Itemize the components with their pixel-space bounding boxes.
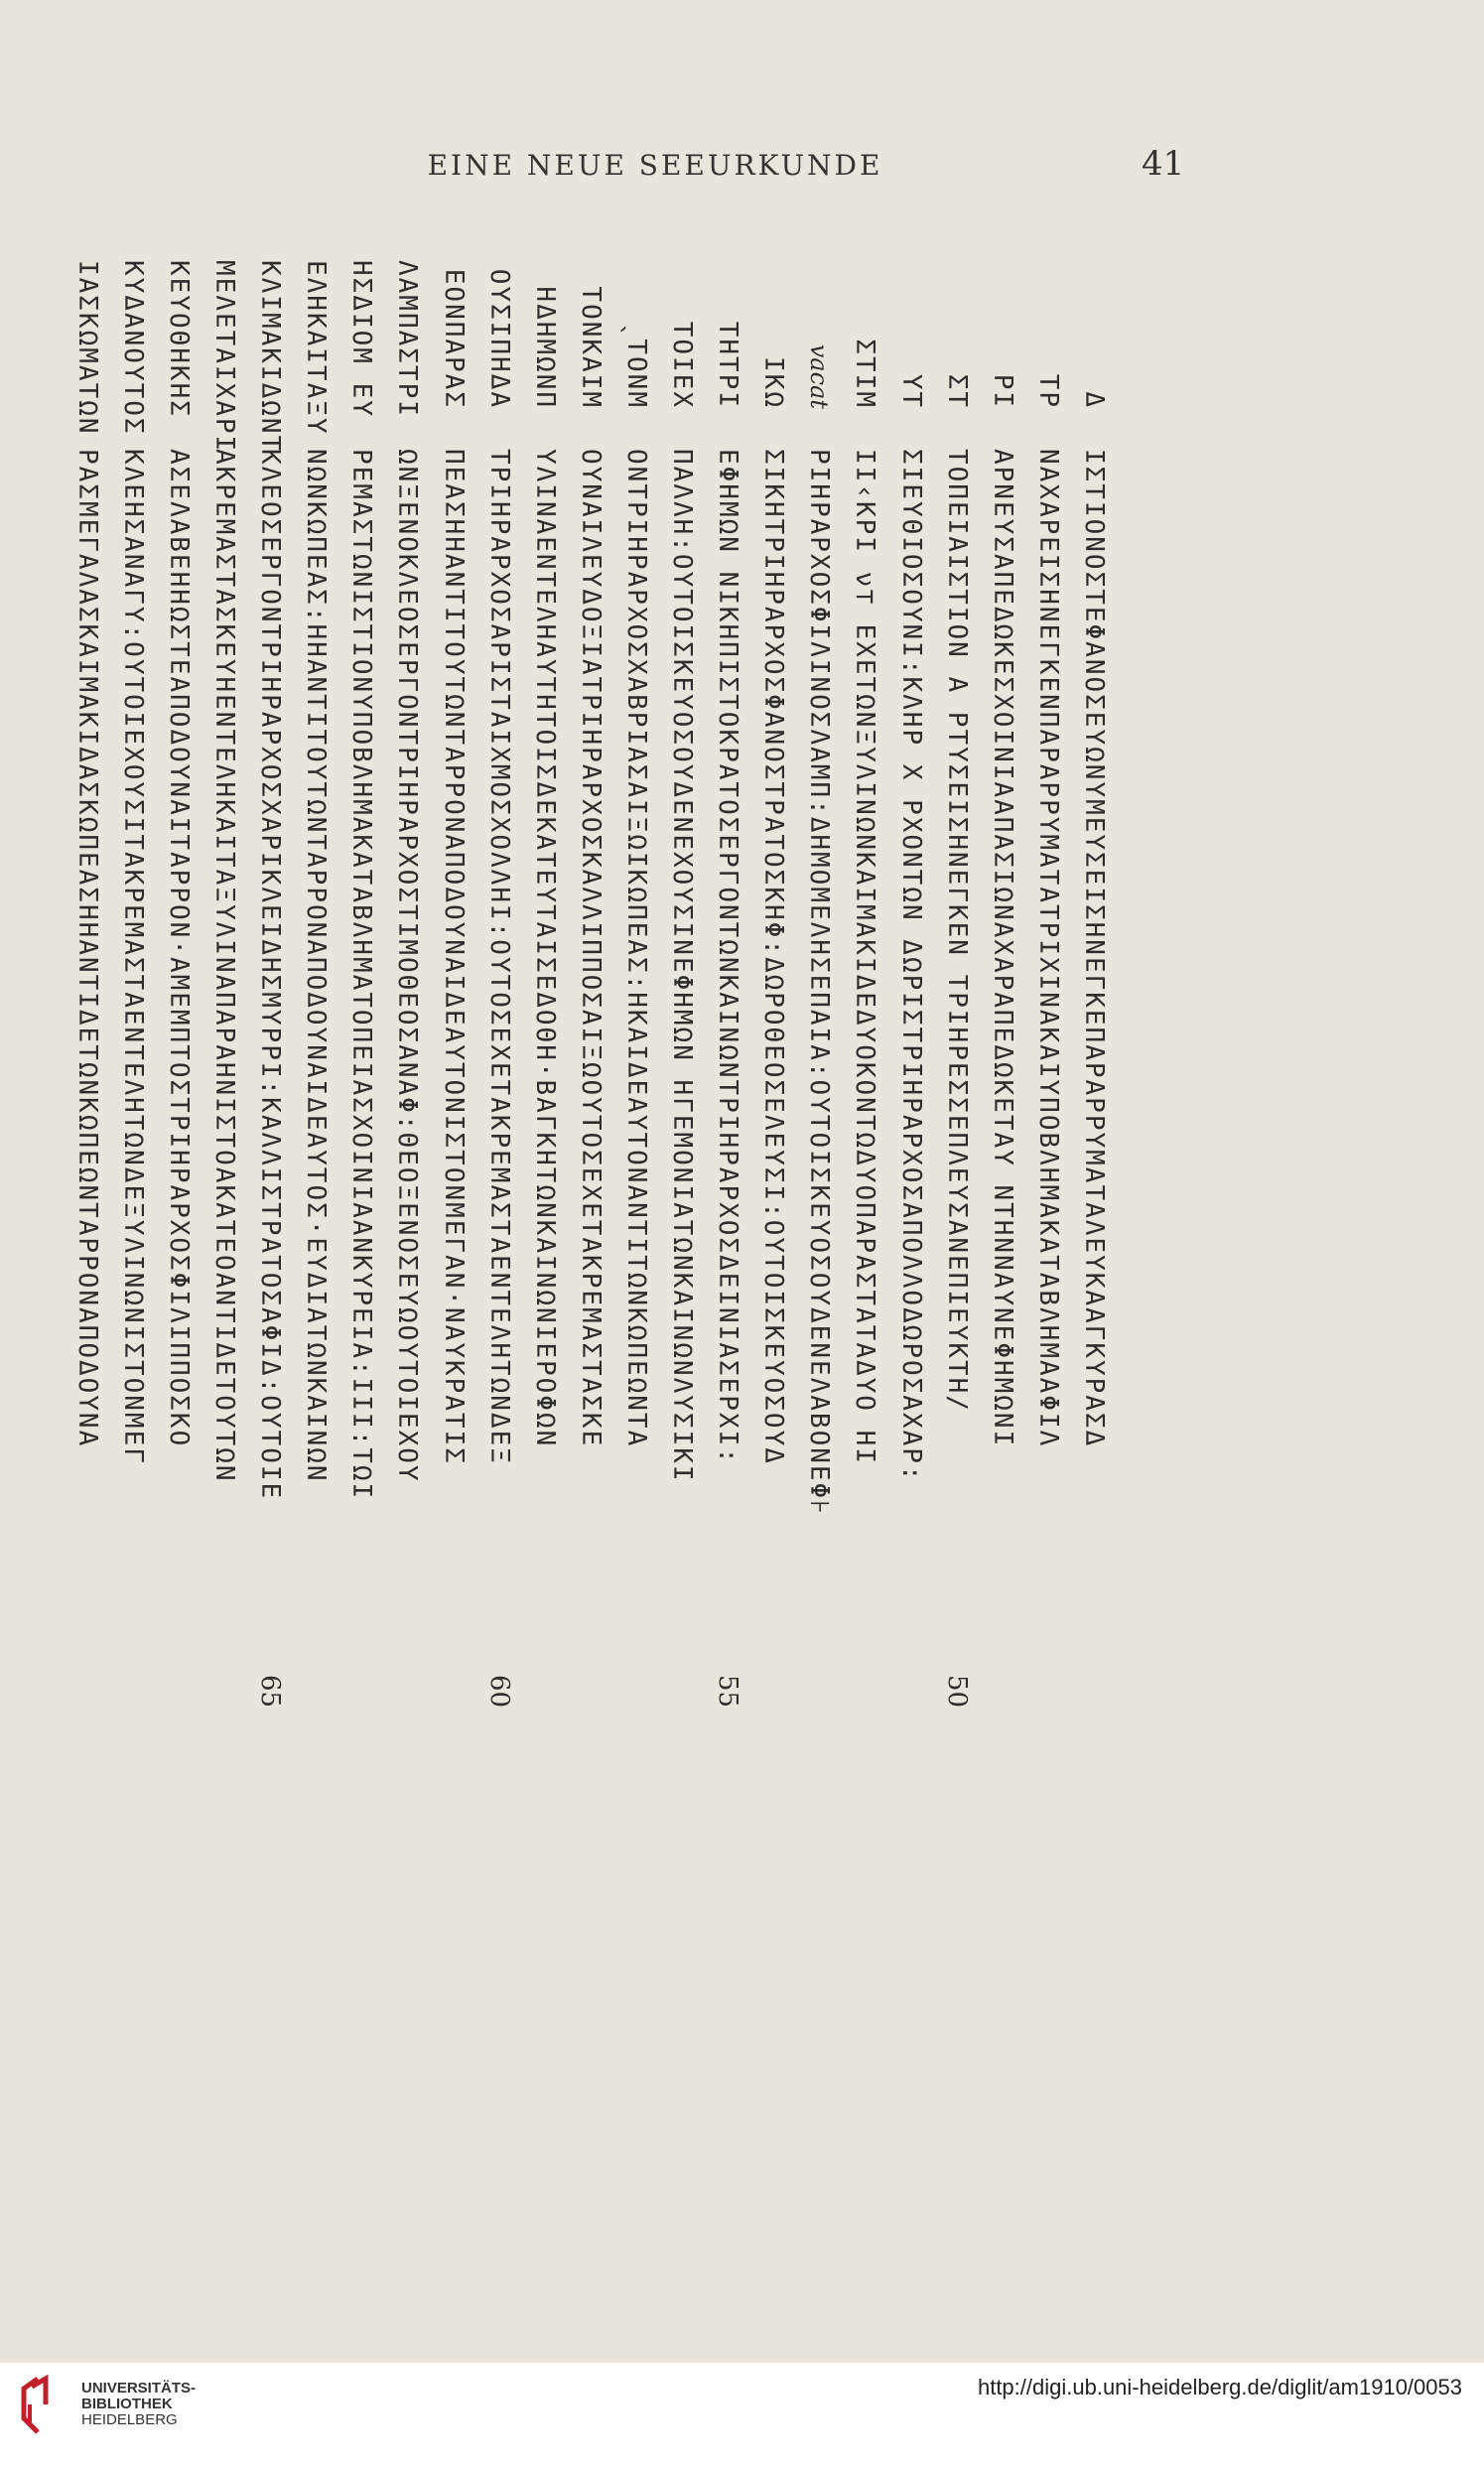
line-fragment-left: ΥΤ [895, 373, 926, 409]
line-number-right: 50 [941, 1675, 972, 1709]
inscription-line [385, 260, 431, 1829]
line-fragment-left: ΤΟΙΕΧ [667, 321, 698, 409]
line-text: ΥΛΙΝΑΕΝΤΕΛΗΑΥΤΗΤΟΙΣΔΕΚΑΤΕΥΤΑΙΣΕΔΟΘΗ·ΒΑΓΚΗΤΩΝΚΑΙΝΩΝΙΕΡΟΦΩΝ [529, 449, 560, 1448]
line-text: ΑΣΕΛΑΒΕΗΗΩΣΤΕΑΠΟΔΟΥΝΑΙΤΑΡΡΟΝ·ΑΜΕΜΠΤΟΣΤΡΙΗΡΑΡΧΟΣΦΙΛΙΠΠΟΣΚΟ [164, 449, 194, 1448]
line-fragment-left: ΟΥΣΙΠΗΔΑ [483, 268, 514, 409]
library-name-line3: HEIDELBERG [81, 2411, 178, 2428]
inscription-line [1071, 260, 1117, 1829]
line-fragment-left: ΗΣΔΙΟΜ ΕΥ [346, 260, 377, 418]
line-number-right: 60 [483, 1675, 514, 1709]
inscription-line [659, 260, 705, 1829]
page-title: EINE NEUE SEEURKUNDE [427, 149, 883, 182]
line-text: ΣΙΕΥΘΙΟΣΟΥΝΙ:ΚΛΗΡ Χ ΡΧΟΝΤΩΝ ΔΩΡΙΣΤΡΙΗΡΑΡΧΟΣΑΠΟΛΛΟΔΩΡΟΣΑΧΑΡ: [895, 449, 926, 1483]
inscription-line [247, 260, 293, 1829]
inscription-line [613, 260, 659, 1829]
inscription-line [156, 260, 202, 1829]
line-fragment-left: ΗΔΗΜΩΝΠ [529, 286, 560, 409]
line-fragment-left: ΚΛΙΜΑΚΙΔΩΝΤ [255, 260, 286, 454]
line-text: ΙΣΤΙΟΝΟΣΤΕΦΑΝΟΣΕΥΩΝΥΜΕΥΣΕΙΣΗΝΕΓΚΕΠΑΡΑΡΡΥΜΑΤΑΛΕΥΚΑΑΓΚΥΡΑΣΔ [1079, 449, 1109, 1448]
line-text: ΙΙ‹ΚΡΙ ν⊤ ΕΧΕΤΩΝΞΥΛΙΝΩΝΚΑΙΜΑΚΙΔΕΔΥΟΚΟΝΤΩΔΥΟΠΑΡΑΣΤΑΤΑΔΥΟ ΗΙ [850, 449, 880, 1465]
inscription-line [705, 260, 750, 1829]
line-text: ΡΑΣΜΕΓΑΛΑΣΚΑΙΜΑΚΙΔΑΣΚΩΠΕΑΣΗΗΑΝΤΙΔΕΤΩΝΚΩΠΕΩΝΤΑΡΡΟΝΑΠΟΔΟΥΝΑ [71, 449, 102, 1448]
inscription-lines [10, 260, 1117, 1829]
line-fragment-left: ΤΡ [1032, 373, 1063, 409]
line-text: ΤΡΙΗΡΑΡΧΟΣΑΡΙΣΤΑΙΧΜΟΣΧΟΛΛΗΙ:ΟΥΤΟΣΕΧΕΤΑΚΡΕΜΑΣΤΑΕΝΤΕΛΗΤΩΝΔΕΞ [483, 449, 514, 1465]
line-fragment-left: ΤΟΝΚΑΙΜ [575, 286, 606, 409]
line-fragment-left: ΜΕΛΕΤΑΙΧΑΡΙ [209, 260, 240, 454]
line-text: ΩΝΞΕΝΟΚΛΕΟΣΕΡΓΟΝΤΡΙΗΡΑΡΧΟΣΤΙΜΟΘΕΟΣΑΝΑΦ:ΘΕΟΞΕΝΟΣΕΥΩΟΥΤΟΙΕΧΟΥ [392, 449, 423, 1483]
inscription-line [796, 260, 842, 1829]
inscription-line [65, 260, 110, 1829]
inscription-line [431, 260, 476, 1829]
inscription-line [202, 260, 247, 1829]
line-text: ΡΕΜΑΣΤΩΝΙΣΤΙΟΝΥΠΟΒΛΗΜΑΚΑΤΑΒΛΗΜΑΤΟΠΕΙΑΣΧΟΙΝΙΑΑΝΚΥΡΕΙΑ:ΙΙΙ:ΤΩΙ [346, 449, 377, 1501]
line-text: ΟΝΤΡΙΗΡΑΡΧΟΣΧΑΒΡΙΑΣΑΙΞΩΙΚΩΠΕΑΣ:ΗΚΑΙΔΕΑΥΤΟΝΑΝΤΙΤΩΝΚΩΠΕΩΝΤΑ [621, 449, 651, 1448]
line-fragment-left: ΕΛΗΚΑΙΤΑΞΥ [301, 260, 332, 436]
line-text: ΚΛΕΟΣΕΡΓΟΝΤΡΙΗΡΑΡΧΟΣΧΑΡΙΚΛΕΙΔΗΣΜΥΡΡΙ:ΚΑΛΛΙΣΤΡΑΤΟΣΑΦΙΔ:ΟΥΤΟΙΕ [255, 449, 286, 1501]
inscription-line [980, 260, 1025, 1829]
line-number-right: 55 [713, 1675, 743, 1709]
line-text: ΑΚΡΕΜΑΣΤΑΣΚΕΥΗΕΝΤΕΛΗΚΑΙΤΑΞΥΛΙΝΑΠΑΡΑΗΝΙΣΤΟΑΚΑΤΕΟΑΝΤΙΔΕΤΟΥΤΩΝ [209, 449, 240, 1483]
line-text: ΣΙΚΗΤΡΙΗΡΑΡΧΟΣΦΑΝΟΣΤΡΑΤΟΣΚΗΦ:ΔΩΡΟΘΕΟΣΕΛΕΥΣΙ:ΟΥΤΟΙΣΚΕΥΟΣΟΥΔ [758, 449, 789, 1465]
line-fragment-left: ˎΤΟΝΜ [621, 321, 651, 409]
line-fragment-left: ΕΟΝΠΑΡΑΣ [438, 268, 469, 409]
inscription-line [934, 260, 980, 1829]
line-text: ΠΑΛΛΗ:ΟΥΤΟΙΣΚΕΥΟΣΟΥΔΕΝΕΧΟΥΣΙΝΕΦΗΜΩΝ ΗΓΕΜΟΝΙΑΤΩΝΚΑΙΝΩΝΛΥΣΙΚΙ [667, 449, 698, 1483]
library-name [81, 2381, 196, 2428]
library-name-line2: BIBLIOTHEK [81, 2396, 173, 2412]
inscription-line [568, 260, 613, 1829]
line-text: ΠΕΑΣΗΗΑΝΤΙΤΟΥΤΩΝΤΑΡΡΟΝΑΠΟΔΟΥΝΑΙΔΕΑΥΤΟΝΙΣΤΟΝΜΕΓΑΝ·ΝΑΥΚΡΑΤΙΣ [438, 449, 469, 1465]
inscription-line [338, 260, 384, 1829]
page-number: 41 [1142, 144, 1185, 184]
line-fragment-left: ΚΕΥΟΘΗΚΗΣ [164, 260, 194, 418]
inscription-line [843, 260, 888, 1829]
line-text: ΝΑΧΑΡΕΙΣΗΝΕΓΚΕΝΠΑΡΑΡΡΥΜΑΤΑΤΡΙΧΙΝΑΚΑΙΥΠΟΒΛΗΜΑΚΑΤΑΒΛΗΜΑΑΦΙΛ [1032, 449, 1063, 1448]
inscription-line [522, 260, 568, 1829]
line-fragment-left: ΚΥΔΑΝΟΥΤΟΣ [117, 260, 148, 436]
inscription-line [476, 260, 522, 1829]
line-text: ΚΛΕΗΣΑΝΑΓΥ:ΟΥΤΟΙΕΧΟΥΣΙΤΑΚΡΕΜΑΣΤΑΕΝΤΕΛΗΤΩΝΔΕΞΥΛΙΝΩΝΙΣΤΟΝΜΕΓ [117, 449, 148, 1465]
line-text: ΡΙΗΡΑΡΧΟΣΦΙΛΙΝΟΣΛΑΜΠ:ΔΗΜΟΜΕΛΗΣΕΠΑΙΑ:ΟΥΤΟΙΣΚΕΥΟΣΟΥΔΕΝΕΛΑΒΟΝΕΦ⊦ [804, 449, 835, 1516]
line-fragment-left: Δ [1079, 391, 1109, 409]
line-number-right: 65 [255, 1675, 286, 1709]
line-text: ΤΟΠΕΙΑΙΣΤΙΟΝ Α ΡΤΥΣΕΙΣΗΝΕΓΚΕΝ ΤΡΙΗΡΕΣΣΕΠΛΕΥΣΑΝΕΠΙΕΥΚΤΗ/ [941, 449, 972, 1413]
inscription-line [750, 260, 796, 1829]
line-text: ΟΥΝΑΙΛΕΥΔΟΞΙΑΤΡΙΗΡΑΡΧΟΣΚΑΛΛΙΠΠΟΣΑΙΞΩΟΥΤΟΣΕΧΕΤΑΚΡΕΜΑΣΤΑΣΚΕ [575, 449, 606, 1448]
inscription-line [293, 260, 338, 1829]
inscription-line [888, 260, 934, 1829]
source-url-link[interactable]: http://digi.ub.uni-heidelberg.de/diglit/am1910/0053 [977, 2375, 1462, 2399]
line-fragment-left: ΛΑΜΠΑΣΤΡΙ [392, 260, 423, 418]
line-fragment-left: ΣΤ [941, 373, 972, 409]
line-fragment-left: ΙΚΩ [758, 356, 789, 409]
library-name-line1: UNIVERSITÄTS- [81, 2380, 197, 2397]
line-text: ΝΩΝΚΩΠΕΑΣ:ΗΗΑΝΤΙΤΟΥΤΩΝΤΑΡΡΟΝΑΠΟΔΟΥΝΑΙΔΕΑΥΤΟΣ·ΕΥΔΙΑΤΩΝΚΑΙΝΩΝ [301, 449, 332, 1483]
line-fragment-left: ΙΑΣΚΩΜΑΤΩΝ [71, 260, 102, 436]
line-text: ΕΦΗΜΩΝ ΝΙΚΗΠΙΣΤΟΚΡΑΤΟΣΕΡΓΟΝΤΩΝΚΑΙΝΩΝΤΡΙΗΡΑΡΧΟΣΔΕΙΝΙΑΣΕΡΧΙ: [713, 449, 743, 1465]
line-text: ΑΡΝΕΥΣΑΠΕΔΩΚΕΣΧΟΙΝΙΑΑΠΑΣΙΩΝΑΧΑΡΑΠΕΔΩΚΕΤΑΥ ΝΤΗΝΝΑΥΝΕΦΗΜΩΝΙ [987, 449, 1017, 1448]
inscription-line [1025, 260, 1071, 1829]
inscription-text-block [10, 260, 1117, 1829]
line-fragment-left: ΤΗΤΡΙ [713, 321, 743, 409]
line-fragment-left: ΣΤΙΜ [850, 339, 880, 409]
library-logo-icon [18, 2375, 58, 2436]
inscription-line [110, 260, 156, 1829]
line-fragment-left: vacat [805, 343, 834, 409]
line-fragment-left: ΡΙ [987, 373, 1017, 409]
